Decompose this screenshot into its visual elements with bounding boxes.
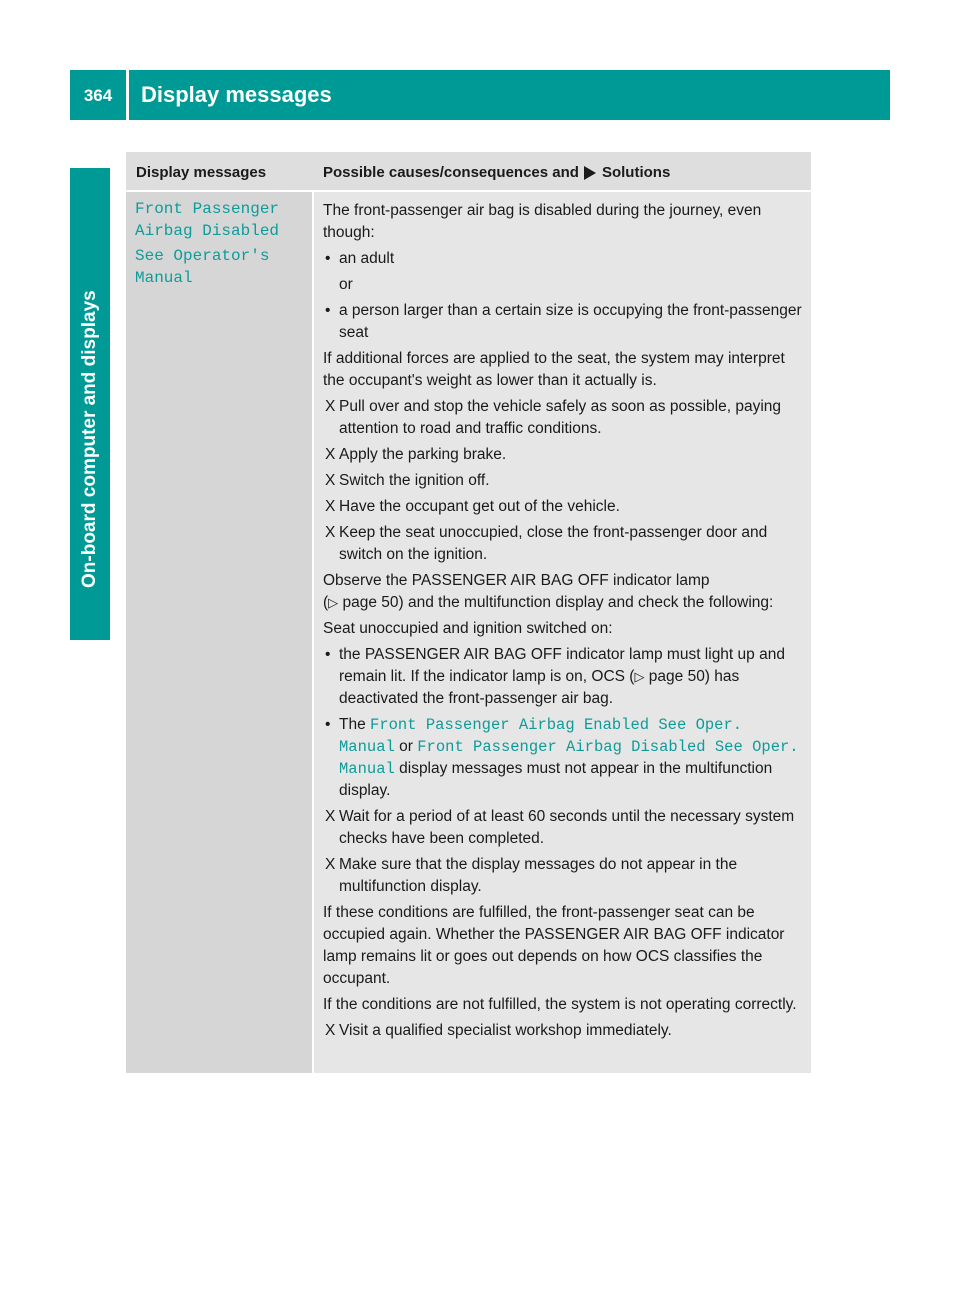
col2-header	[323, 164, 670, 181]
bullet-icon: •	[325, 716, 331, 733]
paragraph-text: page 50) and the multifunction display and check the following:	[342, 594, 774, 611]
list-item	[323, 714, 805, 802]
display-message-ref: Front Passenger Airbag Disabled See Oper. Manual	[339, 738, 799, 778]
step-item	[323, 854, 805, 898]
list-item-text: The	[339, 716, 366, 733]
col2-header-text: Possible causes/consequences and	[323, 164, 579, 181]
page-ref-icon: ▷	[328, 595, 339, 610]
or-text: or	[339, 276, 353, 293]
paragraph: Observe the PASSENGER AIR BAG OFF indicator lamp (▷ page 50) and the multifunction display and check the following:	[323, 572, 774, 611]
col2-header-solutions: Solutions	[601, 164, 671, 181]
list-item-text: an adult	[339, 250, 395, 267]
list-item	[323, 644, 805, 710]
solutions-content	[323, 200, 805, 1046]
step-icon: X	[325, 1022, 336, 1039]
step-item	[323, 806, 805, 850]
table-header	[126, 152, 811, 192]
list-item-text: or	[399, 738, 413, 755]
page-title: Display messages	[141, 82, 332, 107]
message-table	[126, 152, 811, 1073]
side-tab-label: On-board computer and displays	[79, 290, 100, 588]
message-line: Front Passenger	[135, 200, 280, 218]
bullet-icon: •	[325, 250, 331, 267]
step-text: Visit a qualified specialist workshop immediately.	[339, 1022, 672, 1039]
list-item-text: display messages must not appear in the multifunction display.	[339, 760, 773, 799]
paragraph: The front-passenger air bag is disabled during the journey, even though:	[323, 202, 762, 241]
step-text: Make sure that the display messages do not appear in the multifunction display.	[339, 856, 738, 895]
step-item	[323, 1020, 805, 1042]
step-icon: X	[325, 524, 336, 541]
paragraph-text: Observe the PASSENGER AIR BAG OFF indicator lamp	[323, 572, 710, 589]
page-ref-icon: ▷	[634, 669, 645, 684]
step-item	[323, 396, 805, 440]
step-icon: X	[325, 808, 336, 825]
paragraph: Seat unoccupied and ignition switched on:	[323, 620, 613, 637]
display-message-cell	[126, 192, 312, 1073]
step-icon: X	[325, 498, 336, 515]
step-item	[323, 496, 805, 518]
step-icon: X	[325, 856, 336, 873]
header-divider	[126, 70, 129, 120]
step-text: Have the occupant get out of the vehicle.	[339, 498, 620, 515]
list-item-text: page 50) has deactivated the front-passenger air bag.	[339, 668, 740, 707]
step-icon: X	[325, 472, 336, 489]
right-triangle-icon	[584, 166, 596, 180]
solutions-cell	[314, 192, 811, 1073]
step-text: Switch the ignition off.	[339, 472, 490, 489]
message-line: Airbag Disabled	[135, 222, 280, 240]
col1-header: Display messages	[136, 164, 267, 181]
paragraph: If the conditions are not fulfilled, the system is not operating correctly.	[323, 996, 797, 1013]
step-icon: X	[325, 398, 336, 415]
step-item	[323, 444, 805, 466]
step-icon: X	[325, 446, 336, 463]
step-item	[323, 522, 805, 566]
step-text: Keep the seat unoccupied, close the front-passenger door and switch on the ignition.	[339, 524, 768, 563]
message-line: See Operator's	[135, 247, 270, 265]
step-text: Pull over and stop the vehicle safely as soon as possible, paying attention to road and traffic conditions.	[339, 398, 782, 437]
list-item	[323, 248, 805, 270]
list-item	[323, 300, 805, 344]
message-line: Manual	[135, 269, 193, 287]
paragraph: If these conditions are fulfilled, the front-passenger seat can be occupied again. Whether the PASSENGER AIR BAG OFF indicator lamp remains lit or goes out depends on how OCS classifies the occupant.	[323, 904, 785, 987]
step-text: Apply the parking brake.	[339, 446, 507, 463]
list-item-text: a person larger than a certain size is occupying the front-passenger seat	[339, 302, 802, 341]
bullet-icon: •	[325, 646, 331, 663]
display-message-ref: Front Passenger Airbag Enabled See Oper. Manual	[339, 716, 743, 756]
bullet-icon: •	[325, 302, 331, 319]
step-text: Wait for a period of at least 60 seconds until the necessary system checks have been completed.	[339, 808, 795, 847]
step-item	[323, 470, 805, 492]
list-item-text: the PASSENGER AIR BAG OFF indicator lamp must light up and remain lit. If the indicator lamp is on, OCS (	[339, 646, 785, 685]
paragraph: If additional forces are applied to the seat, the system may interpret the occupant's weight as lower than it actually is.	[323, 350, 785, 389]
page-number: 364	[83, 86, 113, 105]
